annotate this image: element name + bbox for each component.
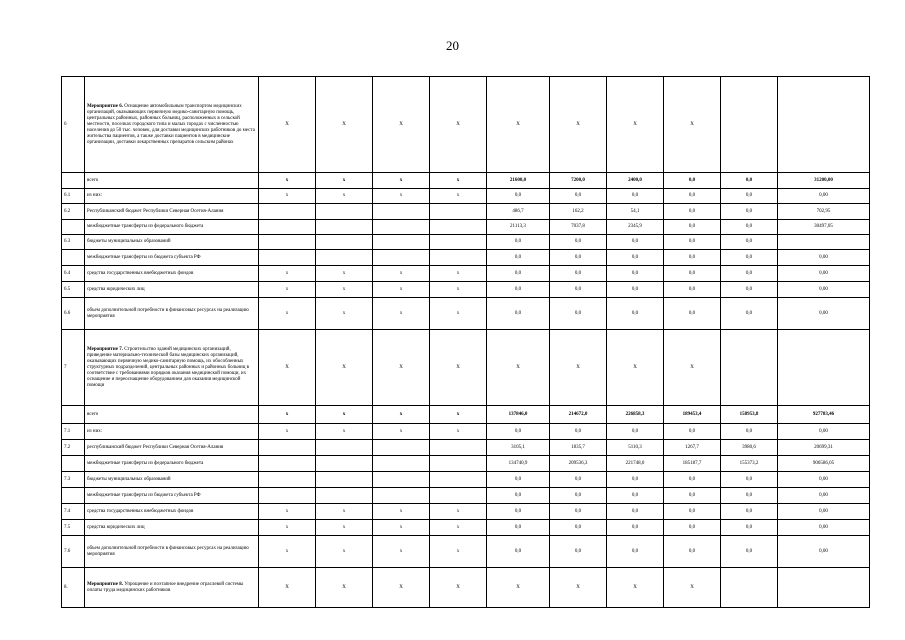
value-cell: 0,0: [721, 235, 778, 250]
value-cell: 0,0: [721, 520, 778, 536]
value-cell: 0,0: [607, 282, 664, 298]
value-cell: [316, 220, 373, 235]
value-cell: [316, 204, 373, 220]
value-cell: [259, 204, 316, 220]
value-cell: 2345,9: [607, 220, 664, 235]
measure-header-row: [62, 568, 870, 608]
value-cell: х: [373, 536, 430, 568]
value-cell: X: [316, 330, 373, 406]
value-cell: [778, 568, 870, 608]
value-cell: X: [373, 330, 430, 406]
value-cell: [373, 488, 430, 504]
value-cell: 486,7: [487, 204, 550, 220]
value-cell: [778, 235, 870, 250]
table-row: [62, 472, 870, 488]
row-description: всего: [85, 173, 259, 189]
value-cell: [373, 204, 430, 220]
value-cell: 0,0: [607, 298, 664, 330]
value-cell: 0,0: [664, 424, 721, 440]
value-cell: х: [259, 173, 316, 189]
value-cell: 0,0: [664, 472, 721, 488]
value-cell: 189453,4: [664, 406, 721, 424]
table-row: [62, 406, 870, 424]
value-cell: 0,0: [550, 235, 607, 250]
value-cell: 0,0: [607, 189, 664, 204]
measure-header-row: [62, 330, 870, 406]
value-cell: 0,0: [721, 424, 778, 440]
value-cell: [430, 488, 487, 504]
value-cell: 0,0: [550, 504, 607, 520]
value-cell: 0,0: [664, 235, 721, 250]
value-cell: 0,0: [607, 266, 664, 282]
value-cell: 0,0: [487, 189, 550, 204]
value-cell: X: [487, 568, 550, 608]
value-cell: 927783,46: [778, 406, 870, 424]
table-row: [62, 235, 870, 250]
value-cell: [721, 568, 778, 608]
measure-title: Мероприятие 7.: [87, 346, 123, 352]
value-cell: 0,0: [721, 173, 778, 189]
value-cell: 0,00: [778, 504, 870, 520]
value-cell: 0,0: [607, 488, 664, 504]
value-cell: х: [430, 504, 487, 520]
value-cell: х: [316, 520, 373, 536]
value-cell: 134740,9: [487, 456, 550, 472]
value-cell: 7037,8: [550, 220, 607, 235]
table-body: [62, 77, 870, 608]
value-cell: 0,0: [487, 504, 550, 520]
row-description: межбюджетные трансферты из бюджета субъекта РФ: [85, 250, 259, 266]
value-cell: X: [487, 330, 550, 406]
value-cell: X: [430, 77, 487, 173]
table-row: [62, 504, 870, 520]
measure-text: Упрощение и поэтапное внедрение отраслевой системы оплаты труда медицинских работников: [87, 581, 244, 593]
value-cell: X: [259, 77, 316, 173]
value-cell: 5110,3: [607, 440, 664, 456]
value-cell: 0,0: [664, 250, 721, 266]
value-cell: 0,0: [721, 204, 778, 220]
value-cell: 1267,7: [664, 440, 721, 456]
value-cell: 0,00: [778, 250, 870, 266]
row-description: республиканский бюджет Республики Северная Осетия-Алания: [85, 440, 259, 456]
value-cell: X: [373, 568, 430, 608]
measure-header-row: [62, 77, 870, 173]
value-cell: X: [259, 568, 316, 608]
value-cell: х: [259, 406, 316, 424]
measure-title: Мероприятие 6.: [87, 103, 123, 109]
value-cell: 0,0: [721, 250, 778, 266]
value-cell: 1835,7: [550, 440, 607, 456]
value-cell: х: [259, 189, 316, 204]
value-cell: 0,00: [778, 472, 870, 488]
value-cell: [373, 250, 430, 266]
value-cell: 0,0: [550, 424, 607, 440]
value-cell: 0,0: [487, 536, 550, 568]
value-cell: 0,0: [607, 424, 664, 440]
value-cell: х: [316, 266, 373, 282]
row-number: 7.4: [62, 504, 85, 520]
row-number: [62, 220, 85, 235]
value-cell: [316, 456, 373, 472]
value-cell: 0,00: [778, 488, 870, 504]
value-cell: 0,00: [778, 520, 870, 536]
value-cell: 0,00: [778, 298, 870, 330]
value-cell: X: [550, 77, 607, 173]
row-number: 6: [62, 77, 85, 173]
row-number: [62, 173, 85, 189]
value-cell: х: [316, 504, 373, 520]
table-row: [62, 488, 870, 504]
value-cell: X: [550, 568, 607, 608]
value-cell: [430, 235, 487, 250]
value-cell: х: [373, 424, 430, 440]
value-cell: 0,0: [721, 282, 778, 298]
row-description: средства государственных внебюджетных фондов: [85, 266, 259, 282]
value-cell: 0,0: [721, 504, 778, 520]
value-cell: 0,0: [721, 488, 778, 504]
value-cell: [373, 440, 430, 456]
row-number: 6.5: [62, 282, 85, 298]
value-cell: 21600,0: [487, 173, 550, 189]
value-cell: 0,00: [778, 266, 870, 282]
value-cell: X: [550, 330, 607, 406]
value-cell: [259, 472, 316, 488]
value-cell: X: [664, 77, 721, 173]
value-cell: [259, 235, 316, 250]
value-cell: 3980,6: [721, 440, 778, 456]
value-cell: 21113,3: [487, 220, 550, 235]
value-cell: [259, 220, 316, 235]
value-cell: [373, 456, 430, 472]
value-cell: 0,00: [778, 282, 870, 298]
value-cell: X: [430, 330, 487, 406]
value-cell: 0,00: [778, 536, 870, 568]
value-cell: X: [664, 568, 721, 608]
value-cell: X: [487, 77, 550, 173]
value-cell: [430, 440, 487, 456]
row-number: 8.: [62, 568, 85, 608]
value-cell: [316, 488, 373, 504]
row-number: 7.1: [62, 424, 85, 440]
value-cell: [259, 440, 316, 456]
measure-title: Мероприятие 8.: [87, 581, 123, 587]
value-cell: 0,0: [721, 536, 778, 568]
row-number: [62, 456, 85, 472]
value-cell: 0,0: [664, 536, 721, 568]
table-row: [62, 250, 870, 266]
value-cell: 0,0: [550, 282, 607, 298]
row-description: из них:: [85, 189, 259, 204]
table-row: [62, 456, 870, 472]
table-row: [62, 424, 870, 440]
value-cell: 0,0: [487, 266, 550, 282]
value-cell: х: [259, 424, 316, 440]
value-cell: х: [316, 282, 373, 298]
value-cell: 158953,8: [721, 406, 778, 424]
value-cell: [721, 77, 778, 173]
value-cell: 0,00: [778, 189, 870, 204]
value-cell: х: [259, 504, 316, 520]
value-cell: х: [430, 266, 487, 282]
row-description: [85, 568, 259, 608]
row-number: [62, 488, 85, 504]
value-cell: 0,0: [487, 424, 550, 440]
value-cell: 31200,00: [778, 173, 870, 189]
table-row: [62, 189, 870, 204]
value-cell: 0,0: [721, 220, 778, 235]
row-description: средства юридических лиц: [85, 282, 259, 298]
row-number: 6.1: [62, 189, 85, 204]
value-cell: 0,0: [607, 250, 664, 266]
page-number: 20: [446, 38, 459, 53]
value-cell: х: [430, 189, 487, 204]
value-cell: х: [430, 536, 487, 568]
value-cell: 0,0: [550, 488, 607, 504]
value-cell: [430, 220, 487, 235]
value-cell: х: [259, 298, 316, 330]
value-cell: х: [430, 173, 487, 189]
value-cell: [430, 456, 487, 472]
row-description: объем дополнительной потребности в финансовых ресурсах на реализацию мероприятия: [85, 298, 259, 330]
value-cell: [316, 472, 373, 488]
value-cell: х: [316, 424, 373, 440]
value-cell: х: [430, 520, 487, 536]
value-cell: 0,0: [487, 472, 550, 488]
row-number: 6.4: [62, 266, 85, 282]
value-cell: X: [607, 330, 664, 406]
value-cell: х: [373, 298, 430, 330]
value-cell: 209536,3: [550, 456, 607, 472]
value-cell: [721, 330, 778, 406]
program-table: [61, 76, 870, 608]
row-number: 7.2: [62, 440, 85, 456]
value-cell: 30497,05: [778, 220, 870, 235]
row-description: бюджеты муниципальных образований: [85, 235, 259, 250]
value-cell: х: [373, 282, 430, 298]
value-cell: х: [316, 189, 373, 204]
value-cell: 0,0: [607, 504, 664, 520]
value-cell: х: [373, 266, 430, 282]
value-cell: х: [259, 520, 316, 536]
value-cell: 906586,05: [778, 456, 870, 472]
value-cell: х: [430, 298, 487, 330]
value-cell: 0,0: [664, 504, 721, 520]
row-description: из них:: [85, 424, 259, 440]
value-cell: 0,0: [721, 472, 778, 488]
value-cell: х: [259, 536, 316, 568]
row-number: 7: [62, 330, 85, 406]
value-cell: 0,0: [550, 250, 607, 266]
table-row: [62, 536, 870, 568]
value-cell: [259, 250, 316, 266]
value-cell: 0,0: [487, 298, 550, 330]
value-cell: X: [607, 568, 664, 608]
value-cell: 0,0: [487, 488, 550, 504]
value-cell: [316, 440, 373, 456]
value-cell: 221748,0: [607, 456, 664, 472]
value-cell: х: [373, 173, 430, 189]
table-row: [62, 298, 870, 330]
row-description: всего: [85, 406, 259, 424]
value-cell: [373, 235, 430, 250]
value-cell: 0,0: [487, 520, 550, 536]
value-cell: х: [316, 298, 373, 330]
value-cell: 702,95: [778, 204, 870, 220]
value-cell: X: [316, 568, 373, 608]
value-cell: 0,0: [664, 488, 721, 504]
table-row: [62, 173, 870, 189]
value-cell: х: [373, 504, 430, 520]
value-cell: х: [316, 173, 373, 189]
row-number: 6.6: [62, 298, 85, 330]
value-cell: х: [430, 282, 487, 298]
value-cell: 214672,0: [550, 406, 607, 424]
value-cell: 226858,3: [607, 406, 664, 424]
value-cell: [778, 77, 870, 173]
value-cell: 0,0: [721, 266, 778, 282]
value-cell: [316, 235, 373, 250]
value-cell: 137846,0: [487, 406, 550, 424]
value-cell: [259, 488, 316, 504]
row-description: межбюджетные трансферты из федерального бюджета: [85, 456, 259, 472]
row-description: межбюджетные трансферты из федерального бюджета: [85, 220, 259, 235]
value-cell: 0,0: [607, 472, 664, 488]
value-cell: х: [259, 266, 316, 282]
row-number: [62, 406, 85, 424]
value-cell: х: [316, 536, 373, 568]
value-cell: [778, 330, 870, 406]
value-cell: [430, 250, 487, 266]
value-cell: X: [373, 77, 430, 173]
value-cell: [430, 204, 487, 220]
value-cell: х: [316, 406, 373, 424]
value-cell: 0,0: [607, 520, 664, 536]
value-cell: 0,0: [607, 235, 664, 250]
value-cell: 0,0: [487, 250, 550, 266]
value-cell: X: [316, 77, 373, 173]
value-cell: 0,0: [664, 204, 721, 220]
value-cell: х: [373, 406, 430, 424]
value-cell: 0,0: [550, 536, 607, 568]
value-cell: х: [373, 520, 430, 536]
value-cell: 0,0: [550, 266, 607, 282]
value-cell: 0,0: [550, 189, 607, 204]
row-number: 7.3: [62, 472, 85, 488]
measure-text: Строительство зданий медицинских организаций, приведение материально-технической базы медицинских организаций, оказывающих первичную медико-санитарную помощь, их обособленных структурных подразделений, центральных районных и районных больниц в соответствие с требованиями порядков оказания медицинской помощи, их оснащение и переоснащение оборудованием для оказания медицинской помощи: [87, 346, 250, 388]
row-description: Республиканский бюджет Республики Северная Осетия-Алания: [85, 204, 259, 220]
value-cell: 0,0: [487, 282, 550, 298]
value-cell: 0,0: [664, 189, 721, 204]
value-cell: 0,0: [487, 235, 550, 250]
value-cell: х: [430, 406, 487, 424]
row-number: [62, 250, 85, 266]
value-cell: [316, 250, 373, 266]
value-cell: 3105,1: [487, 440, 550, 456]
value-cell: 54,1: [607, 204, 664, 220]
row-description: [85, 77, 259, 173]
row-number: 6.3: [62, 235, 85, 250]
value-cell: 0,0: [550, 520, 607, 536]
value-cell: 0,0: [664, 266, 721, 282]
row-number: 7.6: [62, 536, 85, 568]
value-cell: х: [373, 189, 430, 204]
value-cell: 0,0: [607, 536, 664, 568]
value-cell: 162,2: [550, 204, 607, 220]
table-row: [62, 440, 870, 456]
value-cell: 7200,0: [550, 173, 607, 189]
row-description: средства государственных внебюджетных фондов: [85, 504, 259, 520]
value-cell: [430, 472, 487, 488]
table-row: [62, 204, 870, 220]
value-cell: 0,00: [778, 424, 870, 440]
value-cell: 0,0: [664, 220, 721, 235]
value-cell: X: [664, 330, 721, 406]
row-number: 7.5: [62, 520, 85, 536]
value-cell: 0,0: [664, 282, 721, 298]
value-cell: [259, 456, 316, 472]
value-cell: X: [607, 77, 664, 173]
row-description: [85, 330, 259, 406]
row-description: межбюджетные трансферты из бюджета субъекта РФ: [85, 488, 259, 504]
value-cell: 0,0: [550, 298, 607, 330]
value-cell: 0,0: [664, 298, 721, 330]
value-cell: X: [259, 330, 316, 406]
table-row: [62, 520, 870, 536]
value-cell: 185187,7: [664, 456, 721, 472]
table-row: [62, 282, 870, 298]
value-cell: 0,0: [664, 173, 721, 189]
table-row: [62, 220, 870, 235]
value-cell: 0,0: [721, 298, 778, 330]
value-cell: [373, 220, 430, 235]
value-cell: 0,0: [721, 189, 778, 204]
measure-text: Оснащение автомобильным транспортом медицинских организаций, оказывающих первичную медико-санитарную помощь, центральных районных, районных больниц, расположенных в сельской местности, поселках городского типа и малых городах с численностью населения до 50 тыс. человек, для доставки медицинских работников до места жительства пациентов, а также доставки пациентов в медицинские организации, доставки лекарственных препаратов сельским районах: [87, 103, 255, 145]
row-description: объем дополнительной потребности в финансовых ресурсах на реализацию мероприятия: [85, 536, 259, 568]
table-row: [62, 266, 870, 282]
value-cell: [373, 472, 430, 488]
row-description: бюджеты муниципальных образований: [85, 472, 259, 488]
value-cell: X: [430, 568, 487, 608]
value-cell: 2400,0: [607, 173, 664, 189]
value-cell: 0,0: [664, 520, 721, 536]
row-number: 6.2: [62, 204, 85, 220]
row-description: средства юридических лиц: [85, 520, 259, 536]
value-cell: х: [430, 424, 487, 440]
value-cell: х: [259, 282, 316, 298]
value-cell: 0,0: [550, 472, 607, 488]
value-cell: 20699,31: [778, 440, 870, 456]
value-cell: 155373,2: [721, 456, 778, 472]
